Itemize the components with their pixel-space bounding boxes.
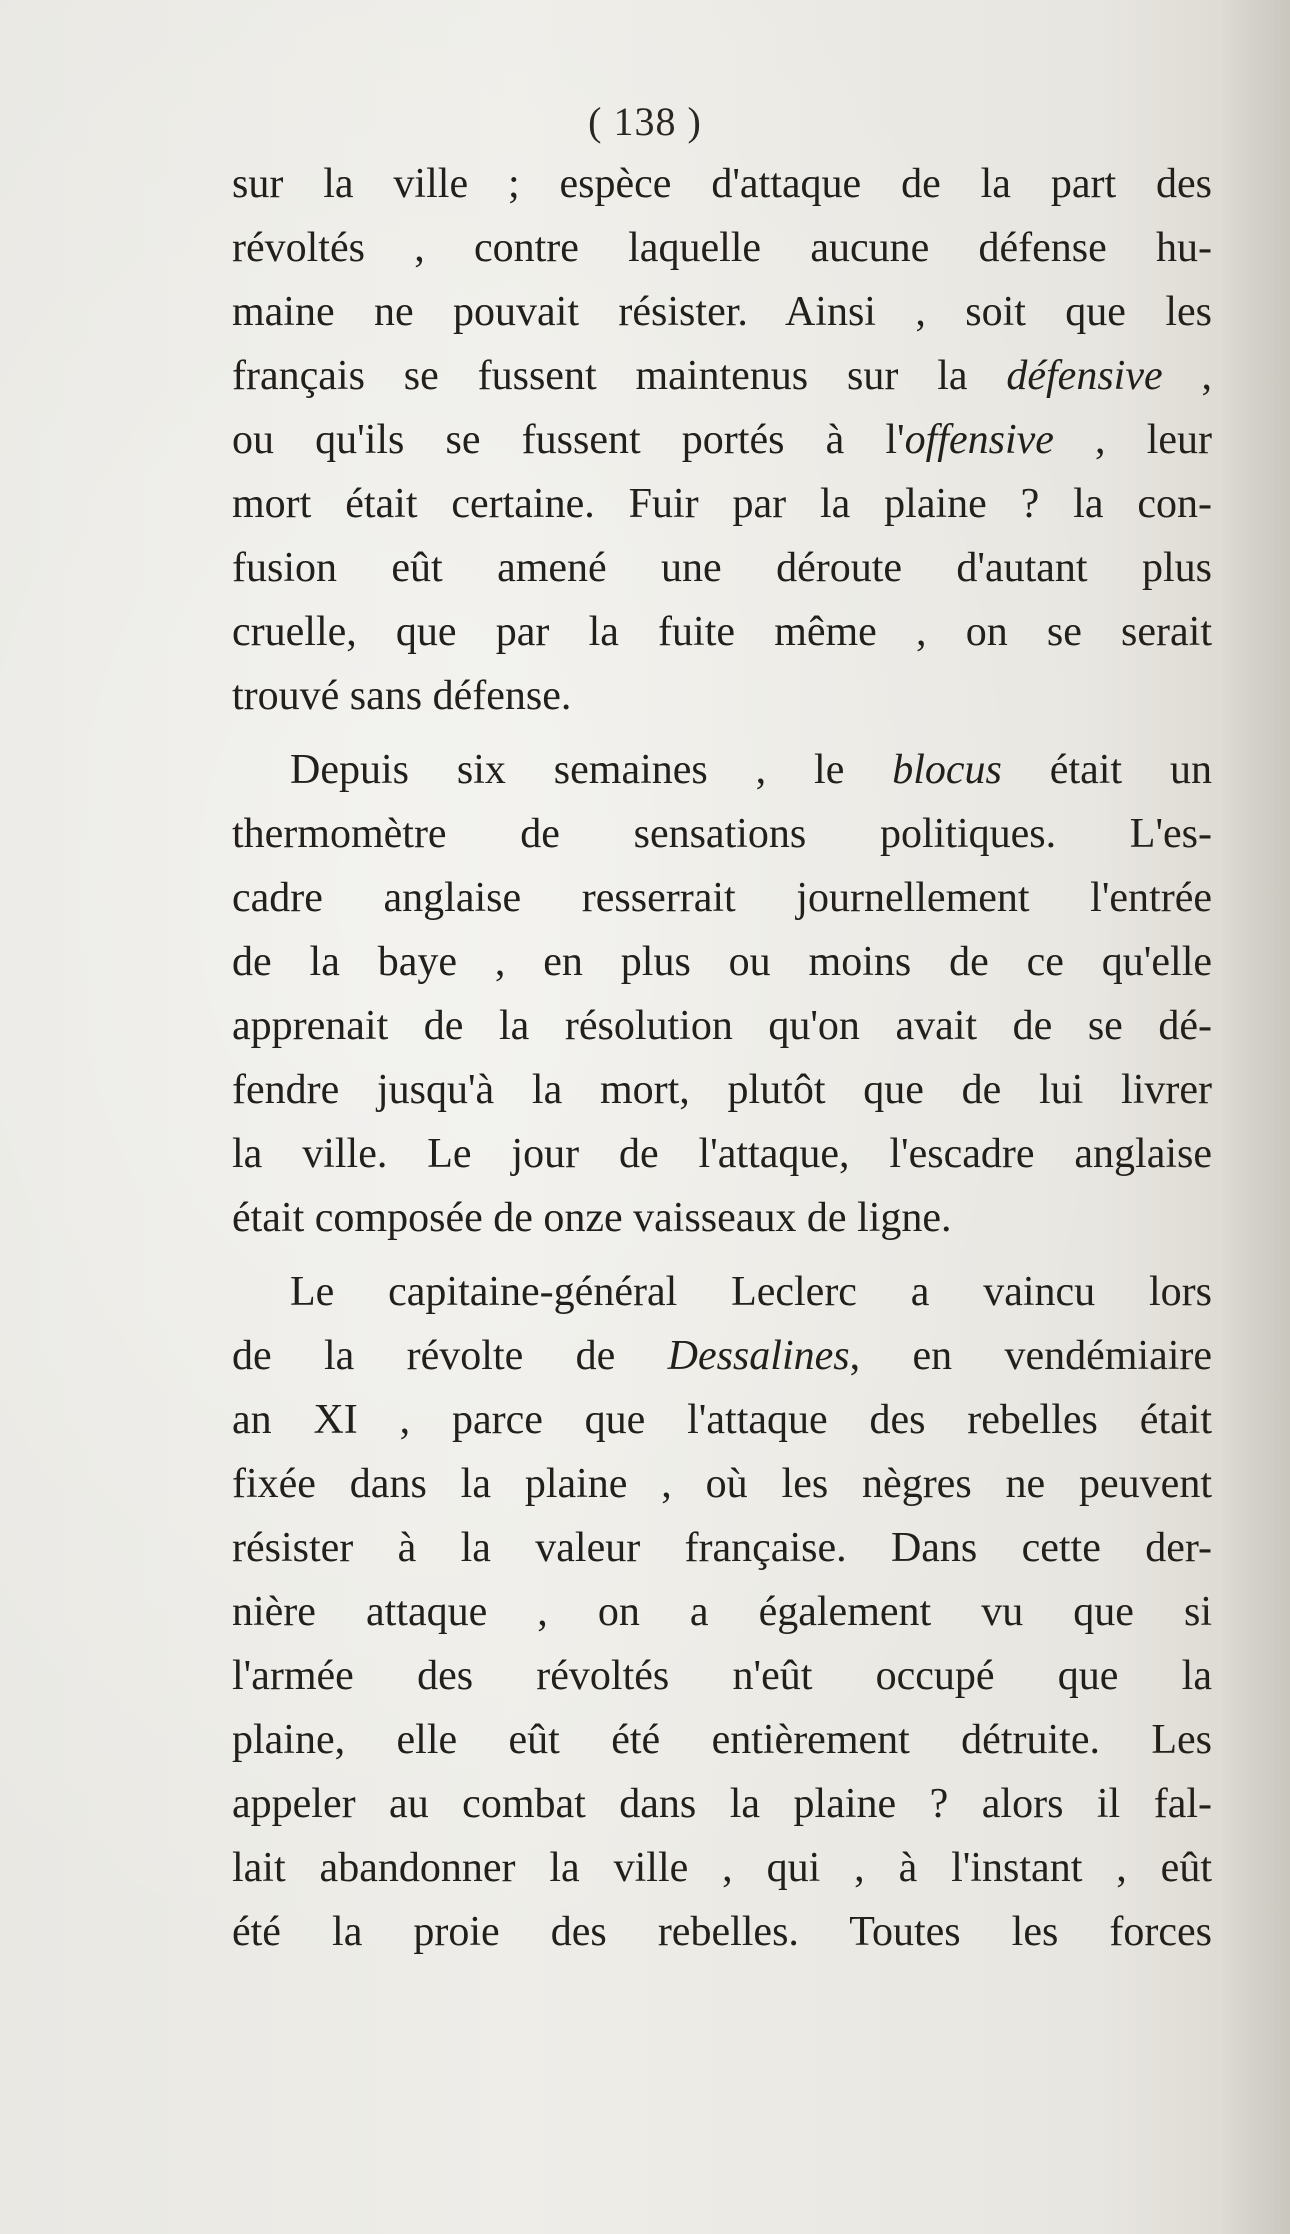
text-line: l'armée des révoltés n'eût occupé que la	[232, 1653, 1212, 1699]
paragraph	[232, 1260, 1212, 1964]
text-line: nière attaque , on a également vu que si	[232, 1589, 1212, 1635]
text-line: mort était certaine. Fuir par la plaine ? la con-	[232, 481, 1212, 527]
italic-term: défensive	[1006, 353, 1163, 399]
page-number: ( 138 )	[588, 99, 702, 144]
italic-term: offensive	[904, 417, 1054, 463]
text-line: résister à la valeur française. Dans cette der-	[232, 1525, 1212, 1571]
body-text	[232, 152, 1212, 1964]
text-line: plaine, elle eût été entièrement détruite. Les	[232, 1717, 1212, 1763]
italic-term: blocus	[892, 747, 1002, 793]
text-line: fixée dans la plaine , où les nègres ne peuvent	[232, 1461, 1212, 1507]
text-line: fusion eût amené une déroute d'autant plus	[232, 545, 1212, 591]
text-line: lait abandonner la ville , qui , à l'instant , eût	[232, 1845, 1212, 1891]
text-line: Depuis six semaines , le blocus était un	[290, 747, 1212, 793]
page-edge-shadow	[1220, 0, 1290, 2234]
text-line: cruelle, que par la fuite même , on se serait	[232, 609, 1212, 655]
text-line: apprenait de la résolution qu'on avait de se dé-	[232, 1003, 1212, 1049]
text-line: an XI , parce que l'attaque des rebelles était	[232, 1397, 1212, 1443]
paragraph	[232, 152, 1212, 728]
text-line: été la proie des rebelles. Toutes les forces	[232, 1909, 1212, 1955]
paragraph	[232, 738, 1212, 1250]
text-line: appeler au combat dans la plaine ? alors il fal-	[232, 1781, 1212, 1827]
text-line: Le capitaine-général Leclerc a vaincu lors	[290, 1269, 1212, 1315]
text-line: cadre anglaise resserrait journellement l'entrée	[232, 875, 1212, 921]
text-line: trouvé sans défense.	[232, 673, 572, 719]
text-line: thermomètre de sensations politiques. L'es-	[232, 811, 1212, 857]
text-line: révoltés , contre laquelle aucune défense hu-	[232, 225, 1212, 271]
text-line: français se fussent maintenus sur la défensive ,	[232, 353, 1212, 399]
text-line: de la baye , en plus ou moins de ce qu'elle	[232, 939, 1212, 985]
text-line: ou qu'ils se fussent portés à l'offensive , leur	[232, 417, 1212, 463]
text-line: fendre jusqu'à la mort, plutôt que de lui livrer	[232, 1067, 1212, 1113]
italic-term: Dessalines	[667, 1333, 850, 1379]
text-line: sur la ville ; espèce d'attaque de la part des	[232, 161, 1212, 207]
text-line: était composée de onze vaisseaux de ligne.	[232, 1195, 952, 1241]
text-line: maine ne pouvait résister. Ainsi , soit que les	[232, 289, 1212, 335]
text-line: de la révolte de Dessalines, en vendémiaire	[232, 1333, 1213, 1379]
text-line: la ville. Le jour de l'attaque, l'escadre anglaise	[232, 1131, 1212, 1177]
